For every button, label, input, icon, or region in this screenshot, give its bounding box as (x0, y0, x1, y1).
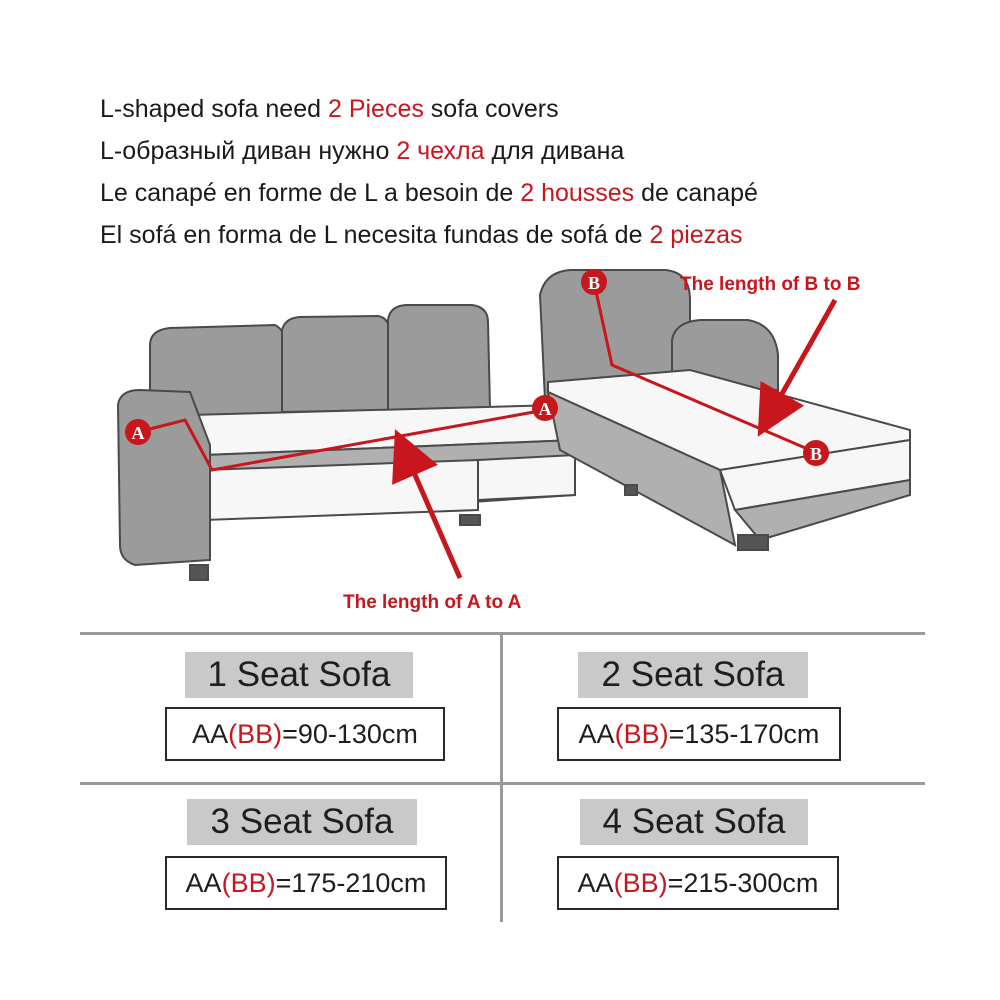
marker-a-left (125, 419, 151, 445)
intro-text (100, 88, 980, 256)
intro-line-english (100, 88, 980, 130)
sofa-left (118, 305, 575, 580)
size-range-2 (557, 707, 841, 761)
bb-arrow (770, 300, 835, 415)
intro-highlight: 2 piezas (649, 221, 743, 249)
size-paren: (BB) (614, 719, 669, 749)
intro-highlight: 2 чехла (396, 137, 485, 165)
seat-title-3: 3 Seat Sofa (187, 799, 417, 845)
intro-text-segment: El sofá en forma de L necesita fundas de sofá de (100, 221, 650, 249)
seat-title-1: 1 Seat Sofa (185, 652, 413, 698)
intro-text-segment: de canapé (634, 179, 758, 207)
intro-text-segment: sofa covers (423, 95, 559, 123)
intro-highlight: 2 housses (520, 179, 635, 207)
sofa-diagram (0, 250, 1000, 630)
svg-text:A: A (538, 399, 552, 419)
intro-line-russian (100, 130, 980, 172)
size-range-1 (165, 707, 445, 761)
marker-b-bottom (803, 440, 829, 466)
size-value: =215-300cm (667, 868, 819, 898)
intro-highlight: 2 Pieces (327, 95, 424, 123)
intro-text-segment: для дивана (484, 137, 625, 165)
size-paren: (BB) (228, 719, 283, 749)
size-range-3 (165, 856, 447, 910)
size-value: =175-210cm (275, 868, 427, 898)
marker-b-top (581, 269, 607, 295)
intro-text-segment: L-shaped sofa need (100, 95, 328, 123)
intro-text-segment: L-образный диван нужно (100, 137, 397, 165)
svg-text:B: B (809, 444, 823, 464)
size-prefix: AA (578, 719, 615, 749)
label-length-a-to-a: The length of A to A (343, 592, 522, 613)
divider-vertical (500, 632, 503, 922)
seat-title-4: 4 Seat Sofa (580, 799, 808, 845)
intro-text-segment: Le canapé en forme de L a besoin de (100, 179, 521, 207)
svg-text:B: B (587, 273, 601, 293)
marker-a-right (532, 395, 558, 421)
size-range-4 (557, 856, 839, 910)
sofa-right (540, 270, 910, 550)
size-paren: (BB) (613, 868, 668, 898)
intro-line-french (100, 172, 980, 214)
size-prefix: AA (577, 868, 614, 898)
svg-text:A: A (131, 423, 145, 443)
size-value: =90-130cm (282, 719, 418, 749)
size-paren: (BB) (221, 868, 276, 898)
label-length-b-to-b: The length of B to B (680, 274, 861, 295)
size-prefix: AA (185, 868, 222, 898)
size-prefix: AA (192, 719, 229, 749)
seat-title-2: 2 Seat Sofa (578, 652, 808, 698)
size-value: =135-170cm (668, 719, 820, 749)
